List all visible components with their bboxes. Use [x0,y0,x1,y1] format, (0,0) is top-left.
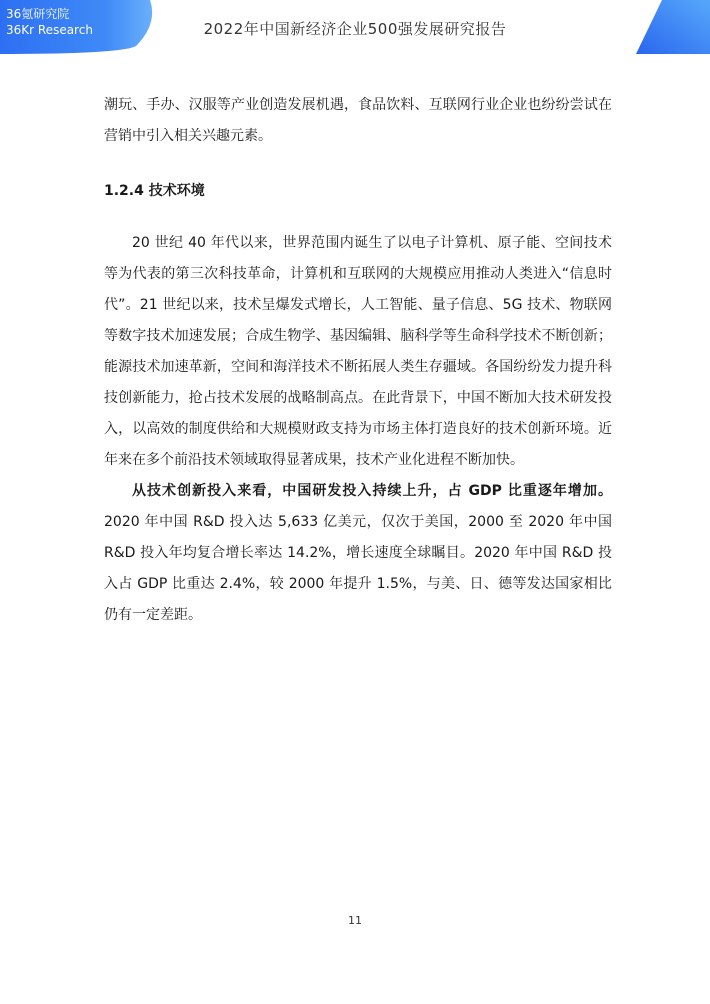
logo-line-cn: 36氪研究院 [6,7,70,21]
paragraph-rd-lead: 从技术创新投入来看，中国研发投入持续上升，占 GDP 比重逐年增加。 [132,483,612,499]
paragraph-tech-environment: 20 世纪 40 年代以来，世界范围内诞生了以电子计算机、原子能、空间技术等为代表的第三次科技革命，计算机和互联网的大规模应用推动人类进入“信息时代”。21 世纪以来，技术呈爆发式增长，人工智能、量子信息、5G 技术、物联网等数字技术加速发展；合成生物学、基因编辑、脑科学等生命科学技术不断创新；能源技术加速革新，空间和海洋技术不断拓展人类生存疆域。各国纷纷发力提升科技创新能力，抢占技术发展的战略制高点。在此背景下，中国不断加大技术研发投入，以高效的制度供给和大规模财政支持为市场主体打造良好的技术创新环境。近年来在多个前沿技术领域取得显著成果，技术产业化进程不断加快。 [104,235,612,468]
paragraph-continued: 潮玩、手办、汉服等产业创造发展机遇，食品饮料、互联网行业企业也纷纷尝试在营销中引入相关兴趣元素。 [104,97,612,144]
logo-line-en: 36Kr Research [6,23,93,37]
paragraph-rd-detail: 2020 年中国 R&D 投入达 5,633 亿美元，仅次于美国，2000 至 2020 年中国 R&D 投入年均复合增长率达 14.2%，增长速度全球瞩目。2020 年中国 R&D 投入占 GDP 比重达 2.4%，较 2000 年提升 1.5%，与美、日、德等发达国家相比仍有一定差距。 [104,514,612,623]
section-heading-tech: 1.2.4 技术环境 [104,183,205,199]
report-title: 2022年中国新经济企业500强发展研究报告 [203,20,507,38]
page-header [0,0,710,60]
page-number: 11 [348,914,362,927]
corner-decoration-shape [636,0,710,54]
page-content [104,90,612,631]
paragraph-rd-investment [104,476,612,631]
